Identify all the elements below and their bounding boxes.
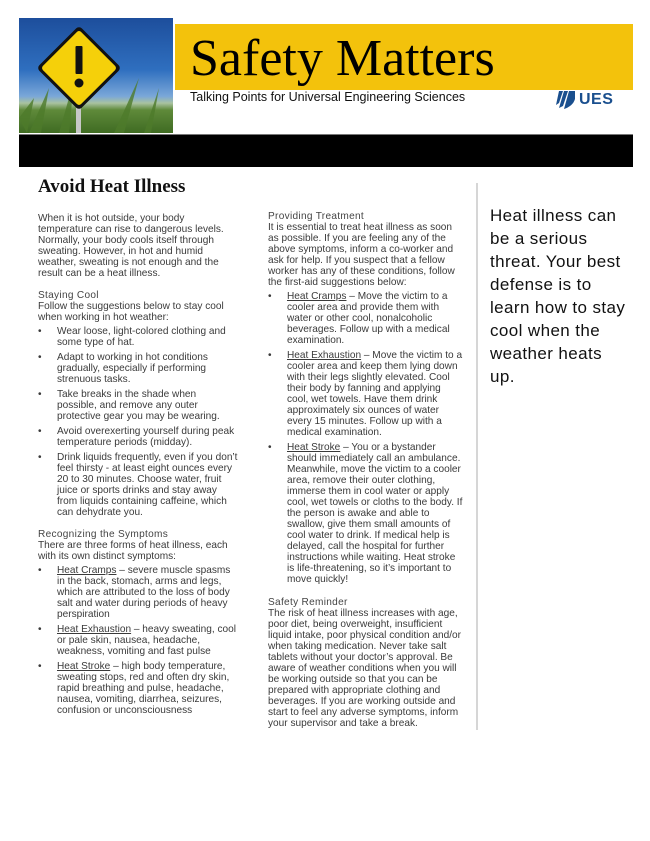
term-heat-exhaustion: Heat Exhaustion	[287, 350, 362, 361]
reminder-paragraph: The risk of heat illness increases with age, poor diet, being overweight, insufficient liquid intake, poor physical condition and/or when taking medication. Never take salt tablets without your doctor’s approval. Be aware of weather conditions when you will be working outside so that you can be prepared with appropriate clothing and beverages. If you are working outside and start to feel any adverse symptoms, inform your supervisor and take a break.	[268, 608, 462, 729]
list-item: • Heat Stroke – You or a bystander should immediately call an ambulance. Meanwhile, move the victim to a cooler area, remove their outer clothing, immerse them in cool water or apply cool, wet towels or cloths to the body. If the person is awake and able to swallow, give them small amounts of cool water to drink. If medical help is delayed, call the hospital for further instructions while waiting. Heat stroke is life-threatening, so it’s important to move quickly!	[268, 442, 463, 585]
bullet-icon: •	[38, 389, 42, 400]
term-heat-stroke: Heat Stroke	[57, 661, 111, 672]
list-item: • Heat Cramps – severe muscle spasms in the back, stomach, arms and legs, which are attributed to the loss of body salt and water during periods of heavy perspiration	[38, 565, 231, 620]
term-heat-exhaustion: Heat Exhaustion	[57, 624, 132, 635]
intro-paragraph: When it is hot outside, your body temperature can rise to dangerous levels. Normally, your body cools itself through sweating. However, in hot and humid weather, sweating is not enough and the result can be a heat illness.	[38, 213, 224, 279]
list-item: • Heat Exhaustion – Move the victim to a cooler area and keep them lying down with their legs slightly elevated. Cool their body by fanning and applying cool, wet towels. Have them drink approximately six ounces of water every 15 minutes. Follow up with a medical examination.	[268, 350, 463, 438]
header-bar	[19, 134, 633, 167]
staying-cool-lead: Follow the suggestions below to stay cool when working in hot weather:	[38, 301, 224, 323]
term-heat-stroke: Heat Stroke	[287, 442, 341, 453]
caution-sign-image	[19, 18, 173, 133]
staying-cool-list	[38, 326, 238, 518]
list-item: • Wear loose, light-colored clothing and some type of hat.	[38, 326, 226, 348]
list-item: • Heat Stroke – high body temperature, sweating stops, red and often dry skin, rapid breathing and pulse, headache, nausea, vomiting, diarrhea, seizures, confusion or unconsciousness	[38, 661, 230, 716]
bullet-icon: •	[38, 426, 42, 437]
list-item: • Take breaks in the shade when possible, and remove any outer protective gear you may be wearing.	[38, 389, 220, 422]
column-divider	[476, 183, 478, 730]
symptoms-list	[38, 565, 238, 716]
bullet-icon: •	[38, 326, 42, 337]
term-heat-cramps: Heat Cramps	[287, 291, 347, 302]
bullet-icon: •	[268, 291, 272, 302]
bullet-icon: •	[38, 452, 42, 463]
column-middle	[268, 211, 464, 729]
section-title-treatment: Providing Treatment	[268, 211, 365, 222]
list-item: • Heat Cramps – Move the victim to a cooler area and provide them with water or other cool, nonalcoholic beverages. Follow up with a medical examination.	[268, 291, 450, 346]
list-item: • Heat Exhaustion – heavy sweating, cool or pale skin, nausea, headache, weakness, vomiting and fast pulse	[38, 624, 237, 657]
treatment-list	[268, 291, 464, 585]
bullet-icon: •	[268, 350, 272, 361]
column-left	[38, 176, 238, 720]
article-headline: Avoid Heat Illness	[38, 176, 186, 197]
logo-text: UES	[579, 91, 614, 108]
ues-shield-icon	[556, 91, 576, 109]
bullet-icon: •	[38, 352, 42, 363]
section-title-reminder: Safety Reminder	[268, 597, 348, 608]
symptoms-lead: There are three forms of heat illness, each with its own distinct symptoms:	[38, 540, 228, 562]
bullet-icon: •	[38, 565, 42, 576]
pull-quote: Heat illness can be a serious threat. Your best defense is to learn how to stay cool when the weather heats up.	[490, 206, 626, 386]
list-item: • Adapt to working in hot conditions gradually, especially if performing strenuous tasks.	[38, 352, 208, 385]
treatment-lead: It is essential to treat heat illness as soon as possible. If you are feeling any of the above symptoms, inform a co-worker and ask for help. If you suspect that a fellow worker has any of these conditions, follow the first-aid suggestions below:	[268, 222, 455, 288]
list-item: • Avoid overexerting yourself during peak temperature periods (midday).	[38, 426, 235, 448]
ues-logo	[556, 91, 613, 109]
section-title-staying-cool: Staying Cool	[38, 290, 99, 301]
list-item: • Drink liquids frequently, even if you don’t feel thirsty - at least eight ounces every 20 to 30 minutes. Choose water, fruit juice or sports drinks and stay away from liquids containing caffeine, which can dehydrate you.	[38, 452, 238, 518]
section-title-symptoms: Recognizing the Symptoms	[38, 529, 169, 540]
newsletter-subtitle: Talking Points for Universal Engineering Sciences	[190, 90, 466, 104]
bullet-icon: •	[268, 442, 272, 453]
newsletter-title: Safety Matters	[190, 30, 495, 87]
bullet-icon: •	[38, 624, 42, 635]
bullet-icon: •	[38, 661, 42, 672]
term-heat-cramps: Heat Cramps	[57, 565, 117, 576]
